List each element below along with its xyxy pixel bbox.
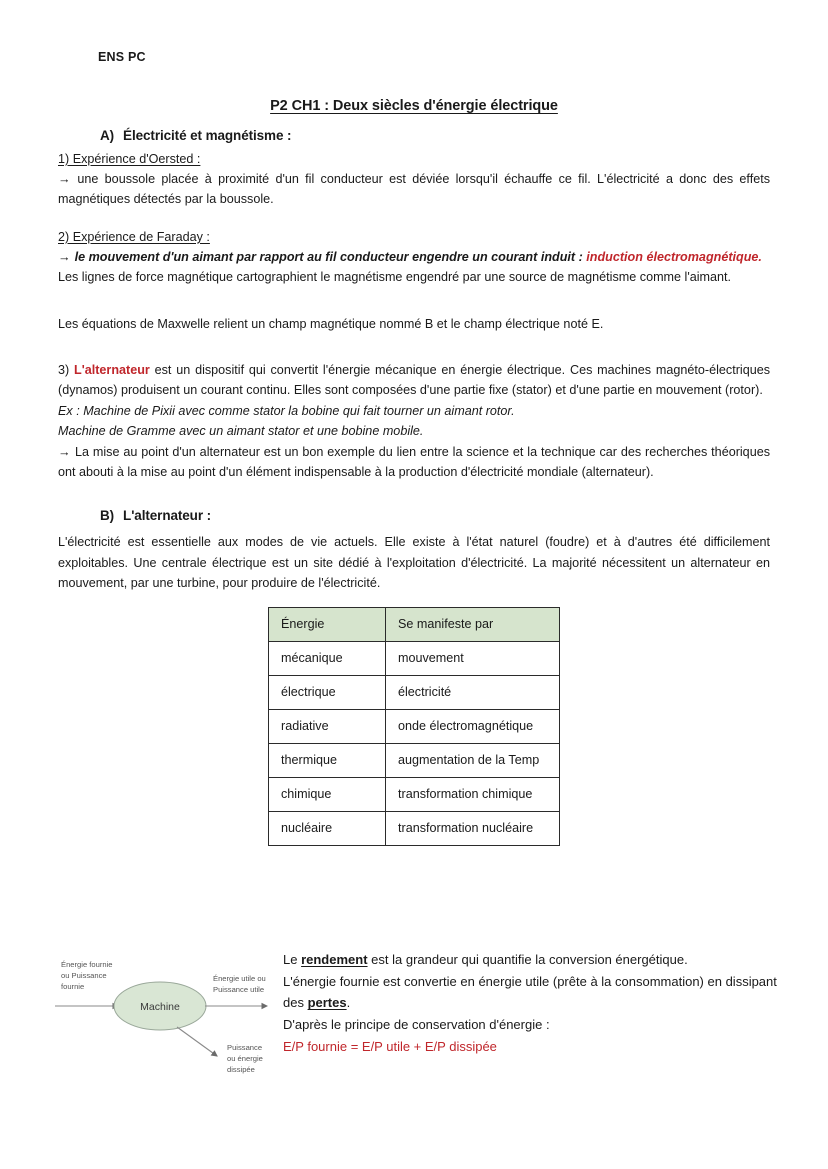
paragraph-maxwell: Les équations de Maxwelle relient un champ magnétique nommé B et le champ électrique noté E. (58, 316, 604, 331)
faraday-highlight-text: induction électromagnétique. (586, 249, 762, 264)
section-heading-b (100, 508, 770, 523)
table-header-manifeste: Se manifeste par (386, 608, 560, 642)
table-cell-energy-type: thermique (269, 744, 386, 778)
section-a-letter: A) (100, 128, 115, 143)
output-label-line2: Puissance utile (213, 985, 265, 994)
arrow-glyph-oersted: → (58, 172, 72, 186)
rendement-conversion-line (283, 971, 783, 1014)
input-label-line2: ou Puissance (61, 971, 107, 980)
loss-label-line1: Puissance (227, 1043, 263, 1052)
table-cell-manifestation: augmentation de la Temp (386, 744, 560, 778)
alternateur-body-text: est un dispositif qui convertit l'énergie mécanique en énergie électrique. Ces machines magnéto-électriques (dynamos) produisent un courant continu. Elles sont composées d'une partie fixe (stator) et d'une partie en mouvement (rotor). (58, 362, 771, 398)
energy-conservation-equation: E/P fournie = E/P utile + E/P dissipée (283, 1038, 497, 1054)
table-header-energie: Énergie (269, 608, 386, 642)
table-cell-manifestation: onde électromagnétique (386, 710, 560, 744)
document-body (58, 98, 770, 846)
rendement-principle-line: D'après le principe de conservation d'énergie : (283, 1017, 550, 1033)
table-cell-energy-type: électrique (269, 676, 386, 710)
paragraph-example-gramme: Machine de Gramme avec un aimant stator et une bobine mobile. (58, 424, 424, 439)
alternateur-conclusion-text: La mise au point d'un alternateur est un bon exemple du lien entre la science et la technique car des recherches théoriques ont abouti à la mise au point d'un élément indispensable à la production d'électricité mondiale (alternateur). (58, 444, 770, 479)
rendement-definition-line (283, 949, 783, 971)
table-row (269, 744, 560, 778)
paragraph-alternateur-conclusion (58, 442, 770, 483)
arrow-glyph-faraday: → (58, 249, 72, 264)
input-label-line3: fournie (61, 982, 85, 991)
pertes-keyword: pertes (307, 995, 347, 1011)
table-row (269, 778, 560, 812)
table-cell-energy-type: mécanique (269, 642, 386, 676)
table-cell-energy-type: chimique (269, 778, 386, 812)
table-cell-manifestation: transformation nucléaire (386, 812, 560, 846)
table-row (269, 812, 560, 846)
rendement-post: est la grandeur qui quantifie la conversion énergétique. (367, 952, 688, 967)
subsection-heading-faraday: 2) Expérience de Faraday : (58, 229, 210, 244)
table-cell-manifestation: électricité (386, 676, 560, 710)
arrow-glyph-conclusion: → (58, 444, 72, 459)
table-cell-manifestation: transformation chimique (386, 778, 560, 812)
paragraph-alternateur (58, 360, 770, 401)
loss-label-line3: dissipée (227, 1065, 255, 1074)
paragraph-example-pixii: Ex : Machine de Pixii avec comme stator la bobine qui fait tourner un aimant rotor. (58, 403, 515, 418)
paragraph-faraday-statement (58, 247, 770, 267)
table-header-row (269, 608, 560, 642)
table-cell-energy-type: radiative (269, 710, 386, 744)
paragraph-oersted (58, 169, 770, 210)
paragraph-intro-b: L'électricité est essentielle aux modes de vie actuels. Elle existe à l'état naturel (foudre) et à d'autres été difficilement exploitables. Une centrale électrique est un site dédié à l'exploitation d'électricité. La majorité nécessitent un alternateur en mouvement, par une turbine, pour produire de l'électricité. (58, 535, 770, 591)
paragraph-oersted-text: une boussole placée à proximité d'un fil conducteur est déviée lorsqu'il échauffe ce fil. L'électricité a donc des effets magnétiques détectés par la boussole. (58, 172, 770, 207)
rendement-text-block (283, 949, 783, 1058)
subsection-heading-oersted: 1) Expérience d'Oersted : (58, 152, 201, 166)
table-row (269, 676, 560, 710)
alternateur-number: 3) (58, 362, 70, 377)
table-row (269, 710, 560, 744)
section-b-label: L'alternateur : (123, 508, 212, 524)
page-title: P2 CH1 : Deux siècles d'énergie électrique (270, 98, 558, 114)
pertes-pre: L'énergie fournie est convertie en énergie utile (prête à la consommation) en dissipant des (283, 973, 777, 1011)
section-heading-a (100, 128, 770, 143)
table-cell-energy-type: nucléaire (269, 812, 386, 846)
document-header: ENS PC (98, 50, 146, 64)
loss-label-line2: ou énergie (227, 1054, 263, 1063)
machine-node-label: Machine (140, 1001, 180, 1013)
machine-energy-diagram (55, 950, 305, 1085)
loss-arrow (177, 1027, 217, 1056)
section-b-letter: B) (100, 508, 115, 524)
paragraph-faraday-body: Les lignes de force magnétique cartographient le magnétisme engendré par une source de magnétisme comme l'aimant. (58, 270, 732, 285)
rendement-keyword: rendement (301, 952, 368, 967)
alternateur-keyword: L'alternateur (74, 362, 150, 377)
rendement-pre: Le (283, 952, 302, 967)
energy-table-container (58, 607, 770, 846)
section-a-label: Électricité et magnétisme : (123, 128, 292, 143)
energy-table (268, 607, 560, 846)
input-label-line1: Énergie fournie (61, 960, 113, 969)
table-cell-manifestation: mouvement (386, 642, 560, 676)
pertes-post: . (346, 995, 351, 1011)
faraday-statement-text: le mouvement d'un aimant par rapport au fil conducteur engendre un courant induit : (71, 249, 587, 264)
bottom-block (0, 945, 828, 1095)
output-label-line1: Énergie utile ou (213, 974, 266, 983)
table-row (269, 642, 560, 676)
